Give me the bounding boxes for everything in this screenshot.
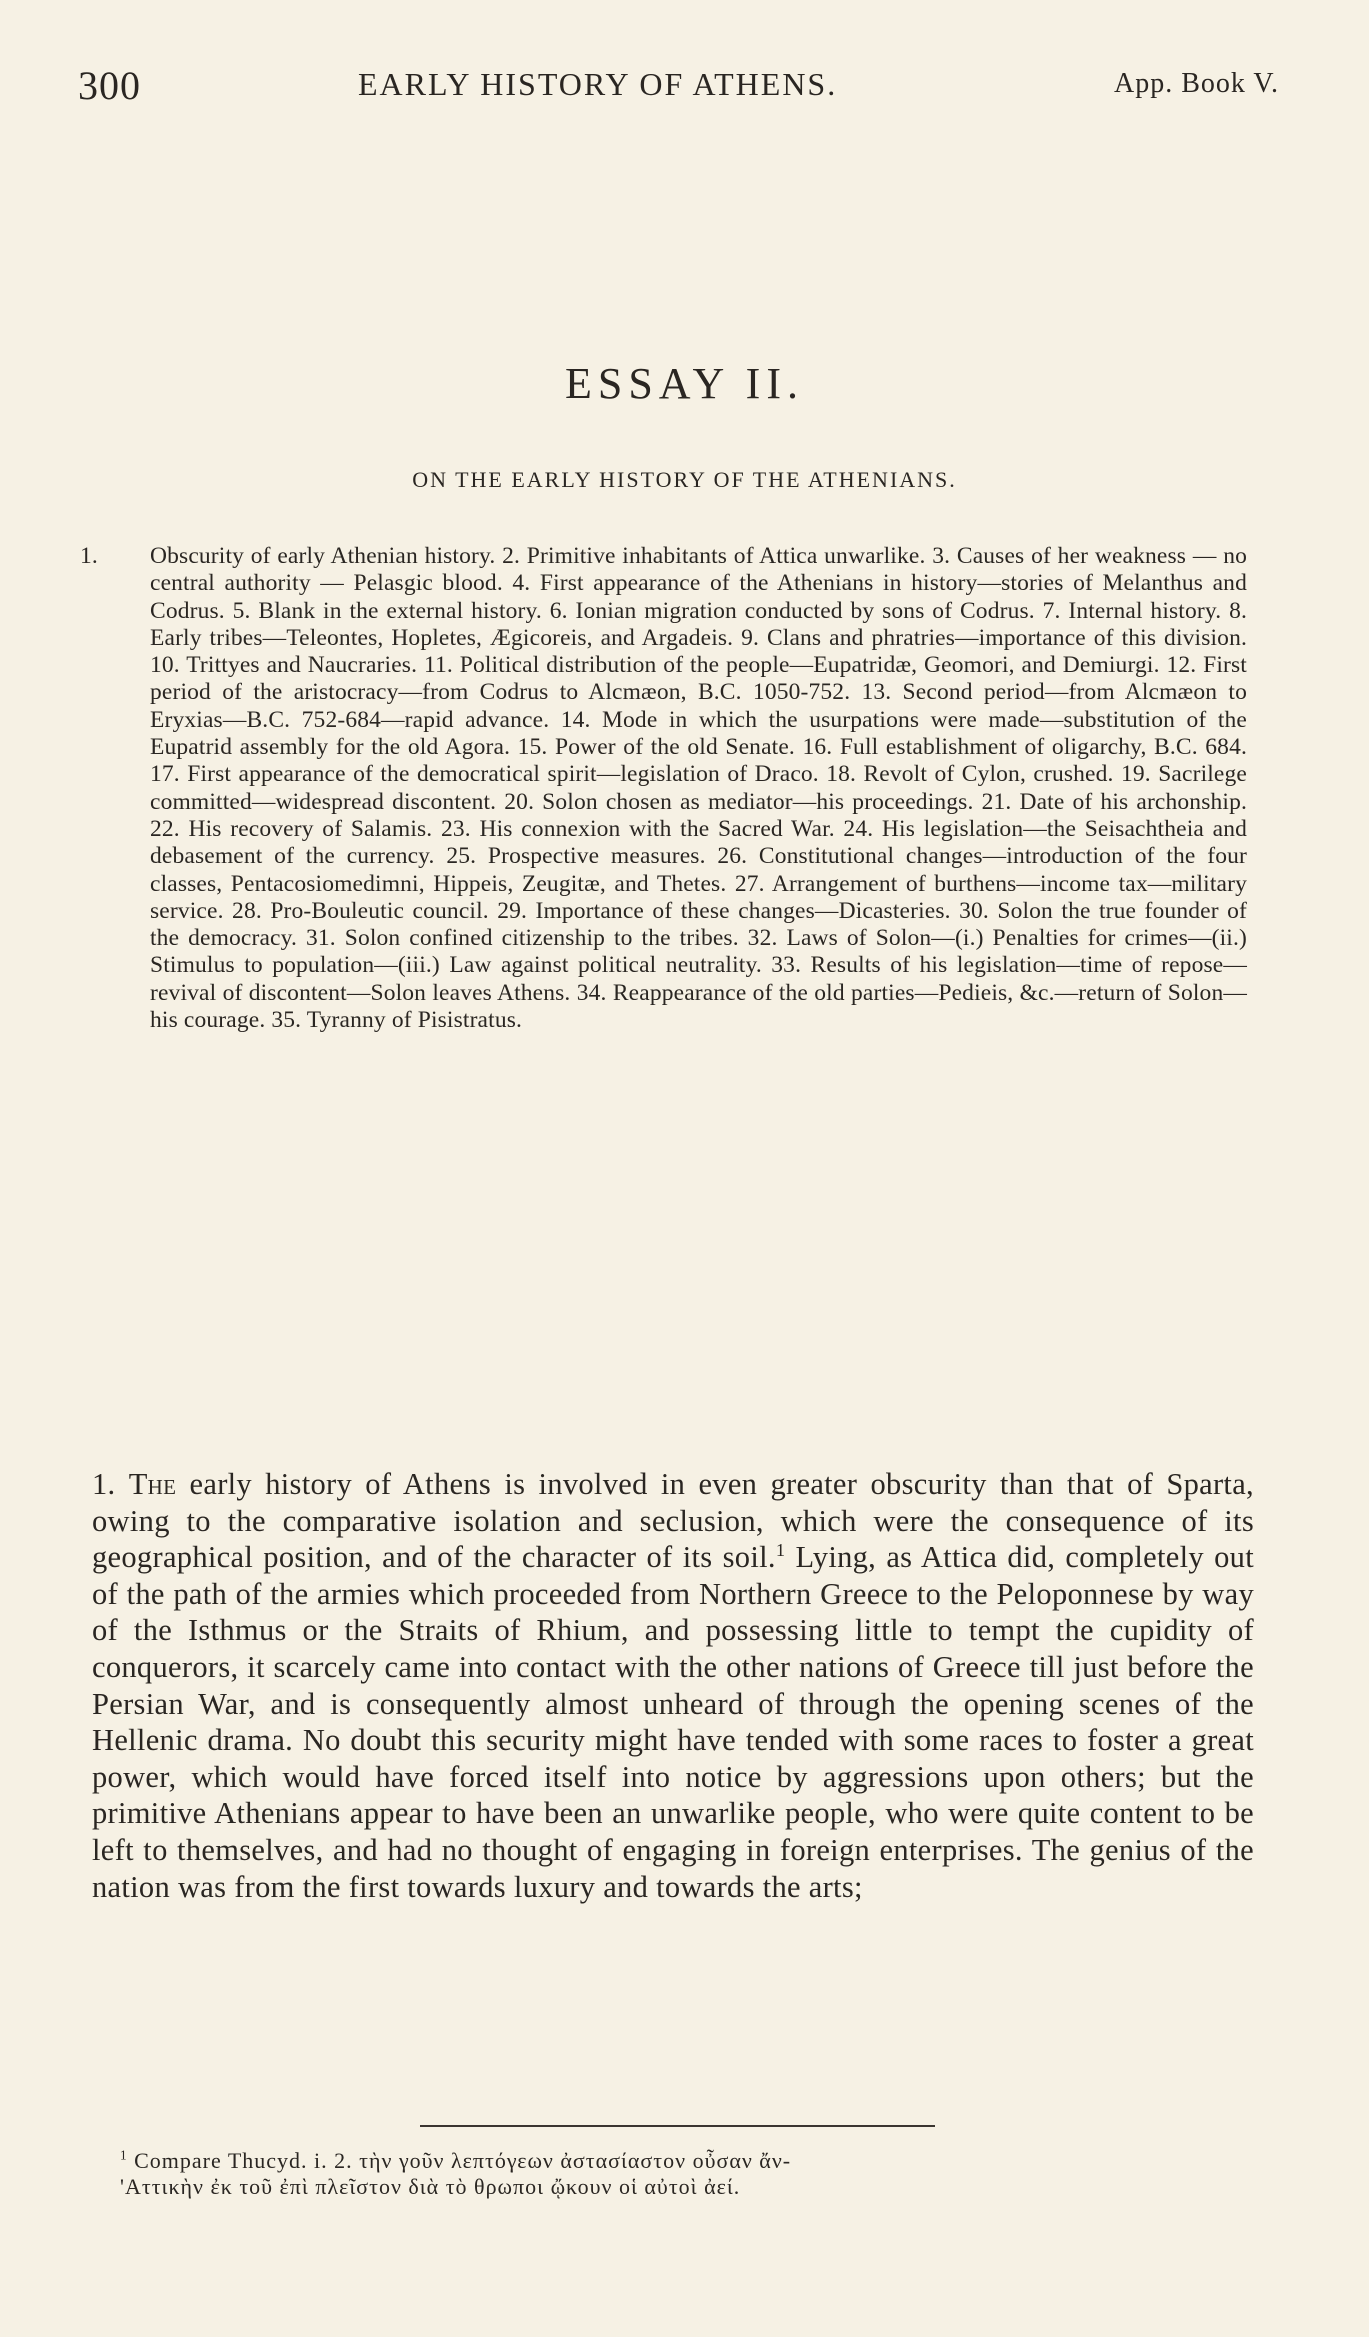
paragraph-text-start: early history of Athens is involved in even greater obscurity than that of Sparta, owing to the comparative isolation and seclusion, which were the consequence of its geographical position, and of the character of its soil. (92, 1467, 1254, 1575)
paragraph-text-rest: Lying, as Attica did, completely out of the path of the armies which proceeded from Northern Greece to the Peloponnese by way of the Isthmus or the Straits of Rhium, and possessing little to tempt the cupidity of conquerors, it scarcely came into contact with the other nations of Greece till just before the Persian War, and is consequently almost unheard of through the opening scenes of the Hellenic drama. No doubt this security might have tended with some races to foster a great power, which would have forced itself into notice by aggressions upon others; but the primitive Athenians appear to have been an unwarlike people, who were quite content to be left to themselves, and had no thought of engaging in foreign enterprises. The genius of the nation was from the first towards luxury and towards the arts; (92, 1540, 1254, 1904)
footnote-marker: 1 (120, 2147, 128, 2163)
essay-title: ESSAY II. (564, 359, 804, 408)
running-title: EARLY HISTORY OF ATHENS. (358, 66, 838, 102)
body-paragraph (92, 1466, 1254, 1905)
paragraph-number: 1. (92, 1467, 116, 1501)
footnote-reference[interactable]: 1 (775, 1540, 786, 1561)
running-head (78, 62, 1279, 112)
footnote-line-2: 'Αττικὴν ἐκ τοῦ ἐπὶ πλεῖστον διὰ τὸ θρωποι ᾤκουν οἱ αὐτοὶ ἀεί. (120, 2174, 741, 2199)
chapter-summary (80, 543, 1247, 1034)
summary-lead-number: 1. (80, 543, 98, 569)
footnote-line-1: Compare Thucyd. i. 2. τὴν γοῦν λεπτόγεων ἀστασίαστον οὖσαν ἄν- (134, 2148, 792, 2173)
running-section: App. Book V. (1113, 68, 1279, 99)
footnote (120, 2148, 1260, 2200)
page-number: 300 (78, 63, 141, 108)
footnote-divider (420, 2125, 935, 2127)
summary-text: Obscurity of early Athenian history. 2. Primitive inhabitants of Attica unwarlike. 3. Causes of her weakness — no central authority — Pelasgic blood. 4. First appearance of the Athenians in history—stories of Melanthus and Codrus. 5. Blank in the external history. 6. Ionian migration conducted by sons of Codrus. 7. Internal history. 8. Early tribes—Teleontes, Hopletes, Ægicoreis, and Argadeis. 9. Clans and phratries—importance of this division. 10. Trittyes and Naucraries. 11. Political distribution of the people—Eupatridæ, Geomori, and Demiurgi. 12. First period of the aristocracy—from Codrus to Alcmæon, B.C. 1050-752. 13. Second period—from Alcmæon to Eryxias—B.C. 752-684—rapid advance. 14. Mode in which the usurpations were made—substitution of the Eupatrid assembly for the old Agora. 15. Power of the old Senate. 16. Full establishment of oligarchy, B.C. 684. 17. First appearance of the democratical spirit—legislation of Draco. 18. Revolt of Cylon, crushed. 19. Sacrilege committed—widespread discontent. 20. Solon chosen as mediator—his proceedings. 21. Date of his archonship. 22. His recovery of Salamis. 23. His connexion with the Sacred War. 24. His legislation—the Seisachtheia and debasement of the currency. 25. Prospective measures. 26. Constitutional changes—introduction of the four classes, Pentacosiomedimni, Hippeis, Zeugitæ, and Thetes. 27. Arrangement of burthens—income tax—military service. 28. Pro-Bouleutic council. 29. Importance of these changes—Dicasteries. 30. Solon the true founder of the democracy. 31. Solon confined citizenship to the tribes. 32. Laws of Solon—(i.) Penalties for crimes—(ii.) Stimulus to population—(iii.) Law against political neutrality. 33. Results of his legislation—time of repose—revival of discontent—Solon leaves Athens. 34. Reappearance of the old parties—Pedieis, &c.—return of Solon—his courage. 35. Tyranny of Pisistratus. (150, 543, 1247, 1034)
essay-subtitle: ON THE EARLY HISTORY OF THE ATHENIANS. (412, 467, 957, 492)
paragraph-first-word: The (128, 1467, 177, 1501)
